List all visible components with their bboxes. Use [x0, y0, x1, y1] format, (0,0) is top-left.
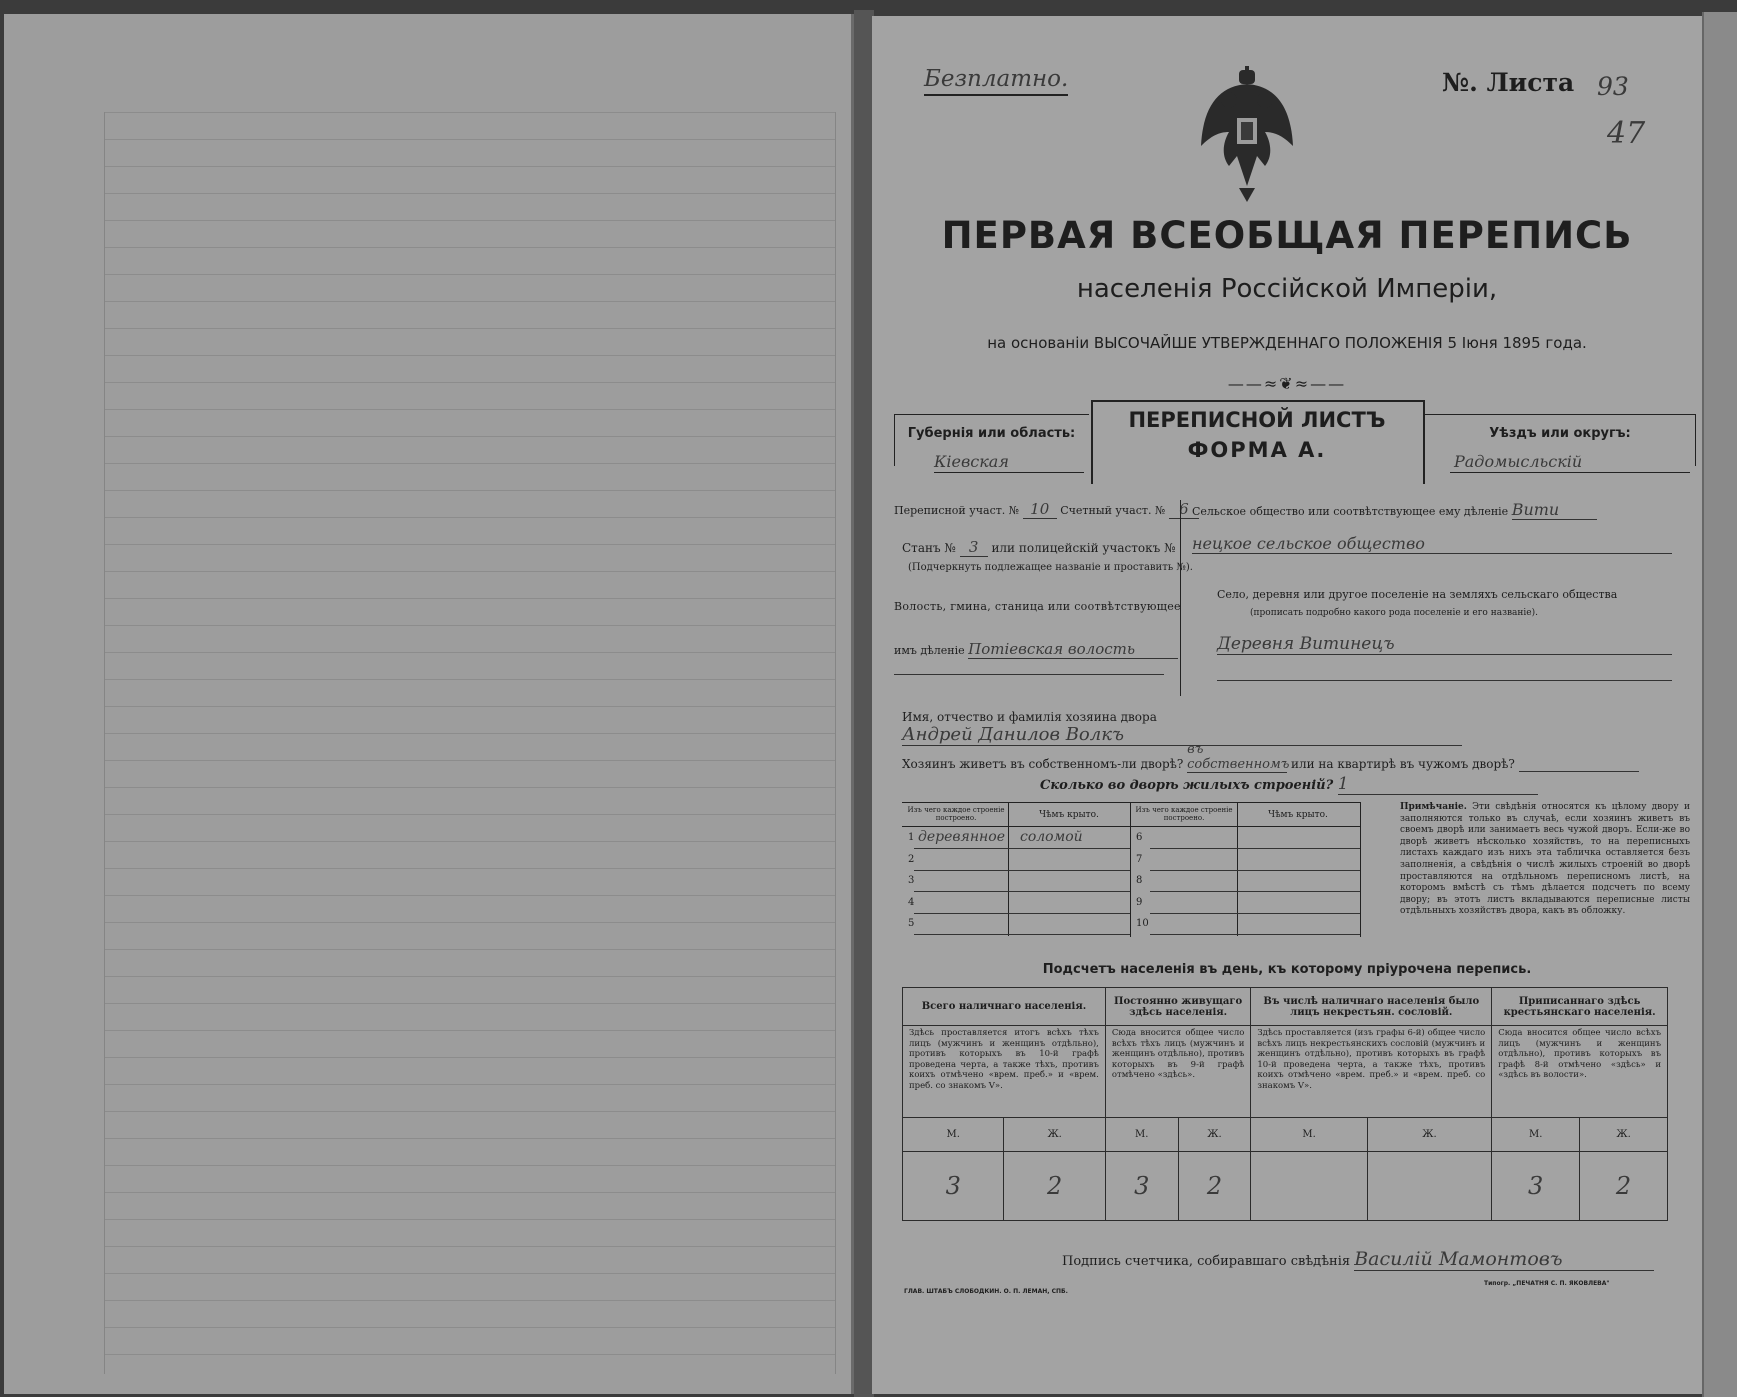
count-col-description: Здѣсь проставляется (изъ графы 6-й) общее число всѣхъ лицъ некрестьянскихъ сословій (мужчинъ и женщинъ отдѣльно), противъ которыхъ въ графѣ 10-й проведена черта, а также тѣхъ, противъ коихъ отмѣчено «врем. преб.» и «врем. преб. со знакомъ V». [1251, 1026, 1492, 1117]
male-count: 3 [1492, 1151, 1580, 1220]
buildings-note [1400, 802, 1690, 918]
building-row-number: 3 [908, 875, 915, 886]
building-row [902, 893, 1130, 914]
census-title: ПЕРВАЯ ВСЕОБЩАЯ ПЕРЕПИСЬ [941, 214, 1633, 257]
male-count [1251, 1151, 1367, 1220]
male-label: М. [1492, 1117, 1580, 1151]
female-count: 2 [1004, 1151, 1105, 1220]
village-note: (прописать подробно какого рода поселеніе и его названіе). [1250, 608, 1538, 618]
buildings-table [902, 802, 1360, 936]
signature-row [1062, 1248, 1654, 1271]
building-row-number: 8 [1136, 875, 1143, 886]
imperial-eagle-emblem [1199, 66, 1295, 202]
building-row [1130, 850, 1360, 871]
book-spine [854, 10, 874, 1397]
census-area-value: 10 [1023, 500, 1057, 519]
count-col-header: Всего наличнаго населенія. [903, 988, 1106, 1026]
owner-lives-label-2: или на квартирѣ въ чужомъ дворѣ? [1290, 757, 1515, 771]
female-count [1367, 1151, 1491, 1220]
female-count: 2 [1580, 1151, 1668, 1220]
buildings-row [1040, 774, 1538, 795]
building-row [1130, 871, 1360, 892]
form-header-band [894, 400, 1695, 484]
male-label: М. [1251, 1117, 1367, 1151]
male-count: 3 [903, 1151, 1004, 1220]
buildings-value: 1 [1338, 774, 1538, 795]
stan-row [902, 538, 1175, 557]
police-note: (Подчеркнуть подлежащее названіе и проставить №). [908, 562, 1193, 573]
volost-label: Волость, гмина, станица или соотвѣтствующее [894, 600, 1181, 613]
male-count: 3 [1105, 1151, 1178, 1220]
building-row [902, 914, 1130, 935]
female-label: Ж. [1580, 1117, 1668, 1151]
building-roof: соломой [1020, 829, 1083, 845]
female-label: Ж. [1178, 1117, 1251, 1151]
building-row [902, 871, 1130, 892]
census-subtitle: населенія Россійской Имперіи, [1076, 274, 1498, 304]
society-label: Сельское общество или соотвѣтствующее ему дѣленіе [1192, 505, 1509, 518]
stan-label: Станъ № [902, 541, 956, 555]
building-row [1130, 914, 1360, 935]
building-row-number: 5 [908, 918, 915, 929]
owner-name-label: Имя, отчество и фамилія хозяина двора [902, 710, 1157, 724]
count-title: Подсчетъ населенія въ день, къ которому пріурочена перепись. [1042, 962, 1532, 977]
volost-value: Потіевская волость [968, 640, 1178, 659]
village-label: Село, деревня или другое поселеніе на земляхъ сельскаго общества [1217, 588, 1618, 601]
buildings-col1-header: Изъ чего каждое строеніе построено. [907, 806, 1005, 822]
buildings-label: Сколько во дворѣ жилыхъ строеній? [1040, 778, 1334, 793]
imprint-left: ГЛАВ. ШТАБЪ СЛОБОДКИН. О. П. ЛЕМАН, СПБ. [904, 1288, 1068, 1295]
building-row-number: 4 [908, 896, 915, 908]
buildings-col2-header: Чѣмъ крыто. [1039, 810, 1099, 820]
society-value-1: Вити [1512, 500, 1597, 520]
society-value-2: нецкое сельское общество [1192, 534, 1672, 554]
building-row-number: 6 [1136, 832, 1143, 843]
building-row [1130, 893, 1360, 914]
volost-label-2: имъ дѣленіе [894, 644, 965, 657]
building-row-number: 1 [908, 832, 915, 843]
left-page [4, 14, 854, 1394]
female-count: 2 [1178, 1151, 1251, 1220]
building-row [902, 828, 1130, 849]
female-label: Ж. [1004, 1117, 1105, 1151]
left-page-grid [104, 112, 836, 1374]
stacked-pages-edge [1702, 12, 1737, 1397]
count-col-header: Въ числѣ наличнаго населенія было лицъ некрестьян. сословій. [1251, 988, 1492, 1026]
count-col-header: Приписаннаго здѣсь крестьянскаго населенія. [1492, 988, 1668, 1026]
form-label: ФОРМА А. [1187, 438, 1327, 462]
building-material: деревянное [918, 829, 1005, 845]
village-extra-line [1217, 680, 1672, 681]
gubernia-label: Губернія или область: [907, 426, 1076, 441]
free-label: Безплатно. [924, 66, 1068, 96]
owner-lives-label: Хозяинъ живетъ въ собственномъ-ли дворѣ? [902, 757, 1184, 771]
signature-label: Подпись счетчика, собиравшаго свѣдѣнія [1062, 1254, 1351, 1269]
note-title: Примѣчаніе. [1400, 802, 1467, 812]
village-value: Деревня Витинецъ [1217, 634, 1672, 655]
volost-row [894, 640, 1178, 659]
female-label: Ж. [1367, 1117, 1491, 1151]
owner-lives-row [902, 742, 1639, 773]
volost-extra-line [894, 674, 1164, 675]
census-area-row [894, 500, 1199, 519]
building-row [902, 850, 1130, 871]
count-col-header: Постоянно живущаго здѣсь населенія. [1105, 988, 1250, 1026]
district-divider [1180, 500, 1181, 696]
note-text: Эти свѣдѣнія относятся къ цѣлому двору и заполняются только въ случаѣ, если хозяинъ живетъ въ своемъ дворѣ или занимаетъ весь чужой дворъ. Если-же во дворѣ живетъ нѣсколько хозяйствъ, то на переписныхъ листахъ каждаго изъ нихъ эта табличка оставляется безъ заполненія, а свѣдѣнія о числѣ жилыхъ строеній во дворѣ проставляются на отдѣльномъ переписномъ листѣ, на которомъ вмѣстѣ съ тѣмъ дѣлается подсчетъ по всему двору; въ этотъ листъ вкладываются переписные листы отдѣльныхъ хозяйствъ двора, какъ въ обложку. [1400, 802, 1690, 917]
buildings-col1-header-right: Изъ чего каждое строеніе построено. [1135, 806, 1233, 822]
building-row [1130, 828, 1360, 849]
building-row-number: 10 [1136, 918, 1149, 929]
owner-name-row [902, 710, 1702, 746]
census-area-label: Переписной участ. № [894, 504, 1020, 517]
count-table [902, 987, 1668, 1221]
buildings-col2-header-right: Чѣмъ крыто. [1268, 810, 1328, 820]
uezd-value: Радомысльскій [1454, 452, 1583, 471]
signature-value: Василій Мамонтовъ [1354, 1248, 1654, 1271]
sheet-number-value: 93 [1597, 72, 1629, 101]
male-label: М. [903, 1117, 1004, 1151]
stan-value: 3 [960, 538, 988, 557]
building-row-number: 7 [1136, 853, 1143, 865]
building-row-number: 2 [908, 853, 915, 865]
count-area-label: Счетный участ. № [1060, 504, 1166, 517]
male-label: М. [1105, 1117, 1178, 1151]
gubernia-value: Кіевская [934, 452, 1009, 471]
owner-lives-value: въ собственномъ [1187, 742, 1290, 772]
owner-name-value: Андрей Данилов Волкъ [902, 724, 1462, 746]
society-row [1192, 500, 1597, 520]
uezd-label: Уѣздъ или округъ: [1489, 426, 1631, 441]
police-label: или полицейскій участокъ № [991, 541, 1176, 555]
ornament-divider: ——≈❦≈—— [1227, 374, 1347, 393]
sheet-number-label: №. Листа [1442, 68, 1575, 97]
sheet-title: ПЕРЕПИСНОЙ ЛИСТЪ [1128, 408, 1386, 432]
count-col-description: Сюда вносится общее число всѣхъ тѣхъ лицъ (мужчинъ и женщинъ отдѣльно), противъ которыхъ въ 9-й графѣ отмѣчено «здѣсь». [1105, 1026, 1250, 1117]
building-row-number: 9 [1136, 896, 1143, 908]
count-area-value: 6 [1169, 500, 1199, 519]
census-basis: на основаніи ВЫСОЧАЙШЕ УТВЕРЖДЕННАГО ПОЛОЖЕНІЯ 5 Іюня 1895 года. [987, 334, 1587, 352]
imprint-right: Типогр. „ПЕЧАТНЯ С. П. ЯКОВЛЕВА" [1484, 1280, 1610, 1287]
sheet-number-extra: 47 [1607, 116, 1646, 151]
census-sheet [872, 16, 1702, 1394]
count-col-description: Сюда вносится общее число всѣхъ лицъ (мужчинъ и женщинъ отдѣльно), противъ которыхъ въ графѣ 8-й отмѣчено «здѣсь» и «здѣсь въ волости». [1492, 1026, 1668, 1117]
count-col-description: Здѣсь проставляется итогъ всѣхъ тѣхъ лицъ (мужчинъ и женщинъ отдѣльно), противъ которыхъ въ 10-й графѣ проведена черта, а также тѣхъ, противъ коихъ отмѣчено «врем. преб.» и «врем. преб. со знакомъ V». [903, 1026, 1106, 1117]
